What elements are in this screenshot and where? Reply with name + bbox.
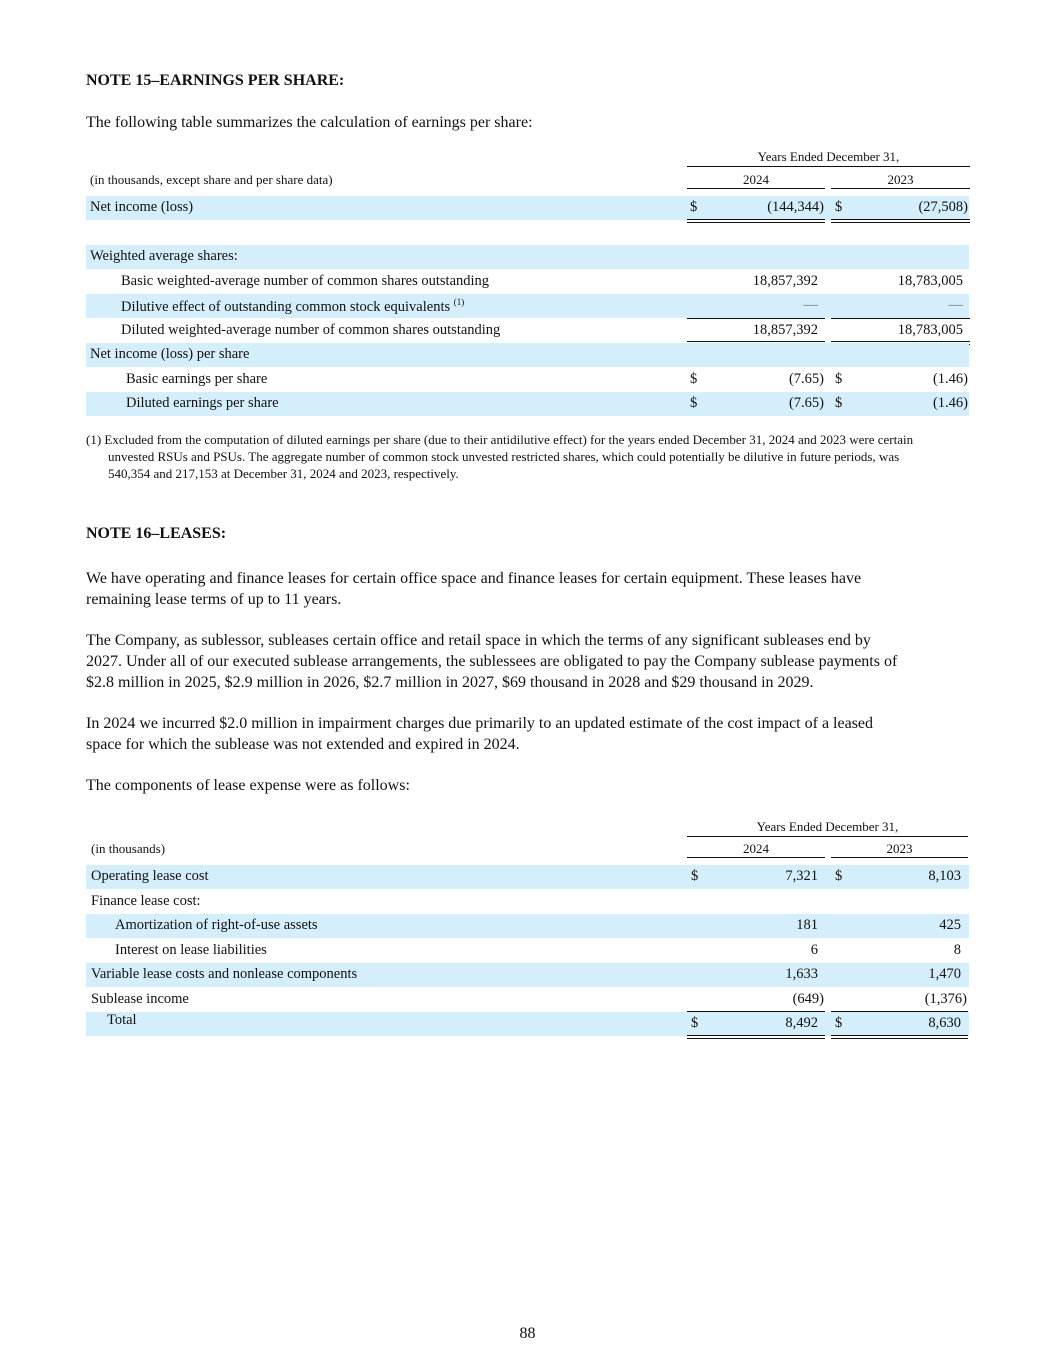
value-2023: 8: [953, 942, 961, 958]
double-rule: [831, 219, 970, 223]
currency-symbol: $: [835, 395, 843, 411]
currency-symbol: $: [690, 199, 698, 215]
value-2024: (7.65): [788, 371, 824, 387]
footnote-line: 540,354 and 217,153 at December 31, 2024 and 2023, respectively.: [108, 466, 459, 481]
note16-title: NOTE 16–LEASES:: [86, 525, 227, 542]
currency-symbol: $: [835, 371, 843, 387]
value-2024: 18,857,392: [752, 322, 818, 338]
table-row: [86, 890, 969, 914]
table-row: [86, 343, 969, 367]
eps-col-rule-2023: [831, 188, 970, 189]
double-rule: [687, 219, 825, 223]
footnote-line: unvested RSUs and PSUs. The aggregate number of common stock unvested restricted shares, which could potentially be dilutive in future periods, was: [108, 449, 900, 464]
eps-unit-label: (in thousands, except share and per share data): [90, 172, 333, 187]
value-2023: (27,508): [918, 199, 968, 215]
paragraph: The Company, as sublessor, subleases certain office and retail space in which the terms of any significant subleases end by 2027. Under all of our executed sublease arrangements, the sublessees are obligated to pay the Company sublease payments of $2.8 million in 2025, $2.9 million in 2026, $2.7 million in 2027, $69 thousand in 2028 and $29 thousand in 2029.: [86, 632, 898, 691]
table-row: [86, 270, 969, 294]
row-label: Weighted average shares:: [90, 248, 238, 264]
table-row: [86, 319, 969, 343]
value-2024: 6: [810, 942, 818, 958]
row-label: Sublease income: [91, 991, 189, 1007]
eps-header-rule: [687, 166, 970, 167]
lease-header-rule: [687, 836, 968, 837]
row-label: Total: [107, 1012, 137, 1028]
value-2024: —: [803, 297, 818, 313]
currency-symbol: $: [835, 1015, 843, 1031]
lease-period-header: Years Ended December 31,: [756, 819, 899, 834]
currency-symbol: $: [691, 868, 699, 884]
table-row: [86, 196, 969, 220]
value-2024: 1,633: [785, 966, 818, 982]
row-label: Variable lease costs and nonlease components: [91, 966, 358, 982]
lease-unit-label: (in thousands): [91, 841, 166, 856]
table-row: [86, 245, 969, 269]
currency-symbol: $: [690, 395, 698, 411]
double-rule: [687, 1035, 825, 1039]
currency-symbol: $: [690, 371, 698, 387]
value-2023: 18,783,005: [897, 273, 963, 289]
row-label: Basic earnings per share: [126, 371, 268, 387]
value-2024: 18,857,392: [752, 273, 818, 289]
eps-col-2024: 2024: [743, 172, 769, 187]
row-label: Finance lease cost:: [91, 893, 201, 909]
lease-col-rule-2023: [831, 857, 968, 858]
lease-col-2023: 2023: [886, 841, 913, 856]
value-2024: (649): [792, 991, 824, 1007]
value-2024: 7,321: [785, 868, 818, 884]
row-label: Basic weighted-average number of common shares outstanding: [121, 273, 490, 289]
value-2023: 425: [939, 917, 961, 933]
value-2023: (1.46): [932, 395, 968, 411]
table-row: [86, 963, 969, 987]
value-2023: —: [948, 297, 963, 313]
table-row: [86, 1012, 969, 1036]
table-row: [86, 294, 969, 318]
eps-period-header: Years Ended December 31,: [757, 149, 900, 164]
table-row: [86, 865, 969, 889]
value-2023: 1,470: [928, 966, 961, 982]
page-number: 88: [519, 1325, 536, 1342]
paragraph: We have operating and finance leases for certain office space and finance leases for certain equipment. These leases have remaining lease terms of up to 11 years.: [86, 570, 862, 608]
row-label: Net income (loss) per share: [90, 346, 250, 362]
row-label: Operating lease cost: [91, 868, 209, 884]
note15-title: NOTE 15–EARNINGS PER SHARE:: [86, 72, 345, 89]
currency-symbol: $: [835, 199, 843, 215]
lease-col-rule-2024: [687, 857, 825, 858]
currency-symbol: $: [691, 1015, 699, 1031]
lease-col-2024: 2024: [743, 841, 769, 856]
table-row: [86, 939, 969, 963]
note15-intro: The following table summarizes the calculation of earnings per share:: [86, 114, 533, 131]
value-2023: 8,630: [928, 1015, 961, 1031]
currency-symbol: $: [835, 868, 843, 884]
eps-col-2023: 2023: [887, 172, 914, 187]
footnote-line: (1) Excluded from the computation of diluted earnings per share (due to their antidilutive effect) for the years ended December 31, 2024 and 2023 were certain: [86, 432, 914, 447]
value-2023: 18,783,005: [897, 322, 963, 338]
value-2024: 181: [796, 917, 818, 933]
value-2023: (1.46): [932, 371, 968, 387]
value-2023: (1,376): [924, 991, 967, 1007]
row-label: Net income (loss): [90, 199, 194, 215]
value-2024: 8,492: [785, 1015, 818, 1031]
row-label: Amortization of right-of-use assets: [115, 917, 318, 933]
table-row: [86, 988, 969, 1012]
paragraph: The components of lease expense were as follows:: [86, 777, 410, 794]
row-label: Dilutive effect of outstanding common stock equivalents $^{(1)}$: [121, 297, 465, 315]
value-2023: 8,103: [928, 868, 961, 884]
eps-col-rule-2024: [687, 188, 825, 189]
double-rule: [831, 1035, 968, 1039]
table-row: [86, 914, 969, 938]
value-2024: (7.65): [788, 395, 824, 411]
row-label: Diluted weighted-average number of common shares outstanding: [121, 322, 501, 338]
table-row: [86, 368, 969, 392]
paragraph: In 2024 we incurred $2.0 million in impairment charges due primarily to an updated estimate of the cost impact of a leased space for which the sublease was not extended and expired in 2024.: [86, 715, 874, 753]
row-label: Diluted earnings per share: [126, 395, 279, 411]
table-row: [86, 392, 969, 416]
value-2024: (144,344): [767, 199, 824, 215]
row-label: Interest on lease liabilities: [115, 942, 267, 958]
